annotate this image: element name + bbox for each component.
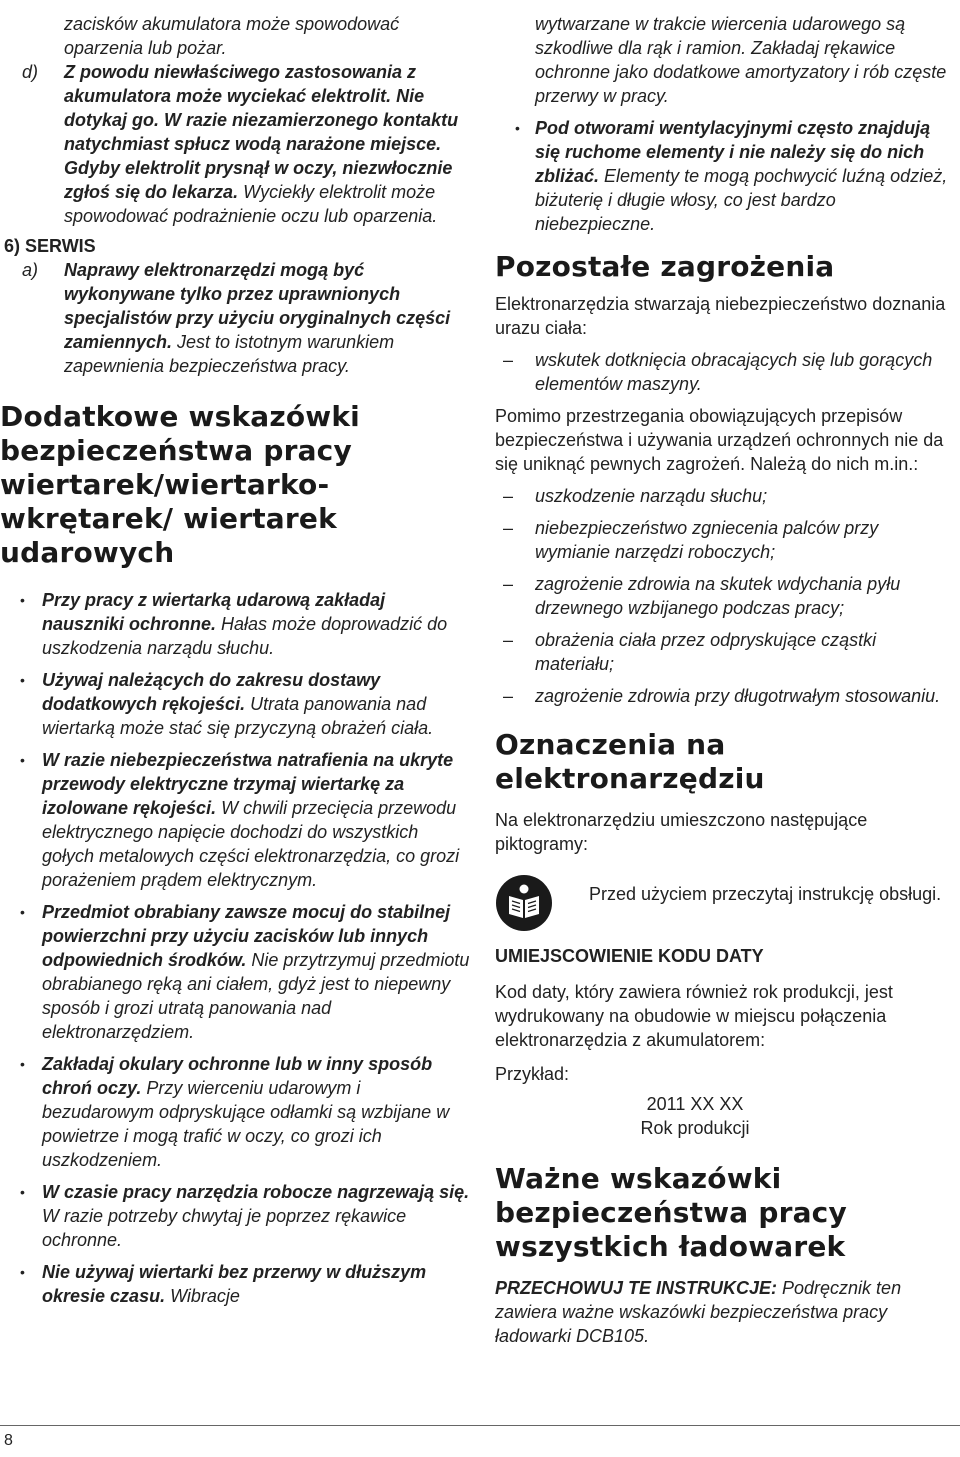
list-item — [495, 116, 957, 236]
bullet-bold: Pod otworami wentylacyjnymi często znajdują się ruchome elementy i nie należy się do nich zbliżać. — [535, 118, 931, 186]
bullet-regular: Elementy te mogą pochwycić luźną odzież, biżuterię i długie włosy, co jest bardzo niebezpieczne. — [535, 166, 948, 234]
bullet-bold: W czasie pracy narzędzia robocze nagrzewają się. — [42, 1182, 470, 1202]
keep-instructions-bold: PRZECHOWUJ TE INSTRUKCJE: — [495, 1278, 778, 1298]
bullet-bold: Przy pracy z wiertarką udarową zakładaj nauszniki ochronne. — [42, 590, 386, 634]
intro-line-2: oparzenia lub pożar. — [64, 38, 227, 58]
date-code-text: Kod daty, który zawiera również rok produkcji, jest wydrukowany na obudowie w miejscu połączenia elektronarzędzia z akumulatorem: — [495, 982, 893, 1050]
risk-text: wskutek dotknięcia obracających się lub gorących elementów maszyny. — [535, 350, 933, 394]
example-code: 2011 XX XX — [646, 1094, 744, 1114]
list-item — [0, 668, 470, 740]
example-label: Przykład: — [495, 1064, 570, 1084]
item-a-marker: a) — [22, 260, 39, 280]
item-a-regular: Jest to istotnym warunkiem zapewnienia bezpieczeństwa pracy. — [64, 332, 395, 376]
bullet-regular: W chwili przecięcia przewodu elektrycznego napięcie dochodzi do wszystkich gołych metalowych części elektronarzędzia, co grozi porażeniem prądem elektrycznym. — [42, 798, 460, 890]
risks-paragraph: Pomimo przestrzegania obowiązujących przepisów bezpieczeństwa i używania urządzeń ochronnych nie da się uniknąć pewnych zagrożeń. Należą do nich m.in.: — [495, 406, 944, 474]
intro-continuation — [0, 12, 470, 60]
bullet-bold: Nie używaj wiertarki bez przerwy w dłuższym okresie czasu. — [42, 1262, 427, 1306]
dash-marker: – — [503, 486, 514, 506]
keep-instructions-regular: Podręcznik ten zawiera ważne wskazówki bezpieczeństwa pracy ładowarki DCB105. — [495, 1278, 902, 1346]
item-d — [0, 60, 470, 228]
bullet-regular: W razie potrzeby chwytaj je poprzez rękawice ochronne. — [42, 1206, 407, 1250]
date-code-heading: UMIEJSCOWIENIE KODU DATY — [495, 946, 764, 966]
risks-intro: Elektronarzędzia stwarzają niebezpieczeństwo doznania urazu ciała: — [495, 294, 946, 338]
list-item — [495, 572, 957, 620]
risk-text: zagrożenie zdrowia na skutek wdychania pyłu drzewnego wzbijanego podczas pracy; — [535, 574, 901, 618]
right-column — [495, 12, 957, 1348]
dash-marker: – — [503, 518, 514, 538]
risk-text: niebezpieczeństwo zgniecenia palców przy wymianie narzędzi roboczych; — [535, 518, 879, 562]
bullet-regular: Nie przytrzymuj przedmiotu obrabianego ręką ani ciałem, gdyż jest to niepewny sposób i grozi utratą panowania nad elektronarzędziem. — [42, 950, 470, 1042]
read-manual-icon — [495, 874, 553, 932]
item-a — [0, 258, 470, 378]
bullet-regular: Przy wierceniu udarowym i bezudarowym odpryskujące odłamki są wzbijane w powietrze i mogą trafić w oczy, co grozi ich uszkodzeniem. — [42, 1078, 450, 1170]
risk-text: zagrożenie zdrowia przy długotrwałym stosowaniu. — [535, 686, 941, 706]
item-d-marker: d) — [22, 62, 39, 82]
dash-marker: – — [503, 574, 514, 594]
list-item — [0, 1052, 470, 1172]
dash-marker: – — [503, 686, 514, 706]
risk-first-list — [495, 348, 957, 396]
list-item — [0, 900, 470, 1044]
bullet-regular: Hałas może doprowadzić do uszkodzenia narządu słuchu. — [42, 614, 448, 658]
list-item — [495, 516, 957, 564]
list-item — [495, 628, 957, 676]
item-d-bold: Z powodu niewłaściwego zastosowania z akumulatora może wyciekać elektrolit. Nie dotykaj go. W razie niezamierzonego kontaktu natychmiast spłucz wodą narażone miejsce. Gdyby elektrolit prysnął w oczy, niezwłocznie zgłoś się do lekarza. — [64, 62, 459, 202]
left-column — [0, 12, 470, 1316]
heading-tool-markings: Oznaczenia na elektronarzędziu — [495, 728, 765, 795]
list-item — [0, 1260, 470, 1308]
pictogram-row — [495, 874, 957, 932]
risks-list — [495, 484, 957, 708]
risk-text: obrażenia ciała przez odpryskujące cząstki materiału; — [535, 630, 877, 674]
list-item — [0, 588, 470, 660]
list-item — [495, 348, 957, 396]
dash-marker: – — [503, 630, 514, 650]
list-item — [495, 484, 957, 508]
right-intro-continuation: wytwarzane w trakcie wiercenia udarowego są szkodliwe dla rąk i ramion. Zakładaj rękawice ochronne jako dodatkowe amortyzatory i rób częste przerwy w pracy. — [535, 14, 947, 106]
heading-residual-risks: Pozostałe zagrożenia — [495, 250, 835, 283]
list-item — [0, 748, 470, 892]
section-serwis-heading: 6) SERWIS — [4, 236, 96, 256]
footer-rule — [0, 1425, 960, 1426]
pictogram-caption: Przed użyciem przeczytaj instrukcję obsługi. — [589, 884, 942, 904]
bullet-bold: Używaj należących do zakresu dostawy dodatkowych rękojeści. — [42, 670, 381, 714]
bullet-regular: Utrata panowania nad wiertarką może stać się przyczyną obrażeń ciała. — [42, 694, 434, 738]
vent-warning-list — [495, 116, 957, 236]
bullet-bold: Przedmiot obrabiany zawsze mocuj do stabilnej powierzchni przy użyciu zacisków lub innych odpowiednich środków. — [42, 902, 451, 970]
risk-text: uszkodzenie narządu słuchu; — [535, 486, 768, 506]
list-item — [495, 684, 957, 708]
keep-instructions — [495, 1276, 957, 1348]
list-item — [0, 1180, 470, 1252]
bullet-bold: Zakładaj okulary ochronne lub w inny sposób chroń oczy. — [42, 1054, 433, 1098]
heading-charger-safety: Ważne wskazówki bezpieczeństwa pracy wszystkich ładowarek — [495, 1162, 847, 1263]
item-d-regular: Wyciekły elektrolit może spowodować podrażnienie oczu lub oparzenia. — [64, 182, 438, 226]
heading-drill-safety: Dodatkowe wskazówki bezpieczeństwa pracy wiertarek/wiertarko-wkrętarek/ wiertarek udarowych — [0, 400, 360, 569]
drill-safety-list — [0, 588, 470, 1308]
markings-intro: Na elektronarzędziu umieszczono następujące piktogramy: — [495, 810, 868, 854]
example-caption: Rok produkcji — [640, 1118, 750, 1138]
bullet-regular: Wibracje — [165, 1286, 240, 1306]
page-number: 8 — [4, 1432, 13, 1449]
item-a-bold: Naprawy elektronarzędzi mogą być wykonywane tylko przez uprawnionych specjalistów przy użyciu oryginalnych części zamiennych. — [64, 260, 451, 352]
intro-line-1: zacisków akumulatora może spowodować — [64, 14, 400, 34]
dash-marker: – — [503, 350, 514, 370]
bullet-bold: W razie niebezpieczeństwa natrafienia na ukryte przewody elektryczne trzymaj wiertarkę za izolowane rękojeści. — [42, 750, 454, 818]
